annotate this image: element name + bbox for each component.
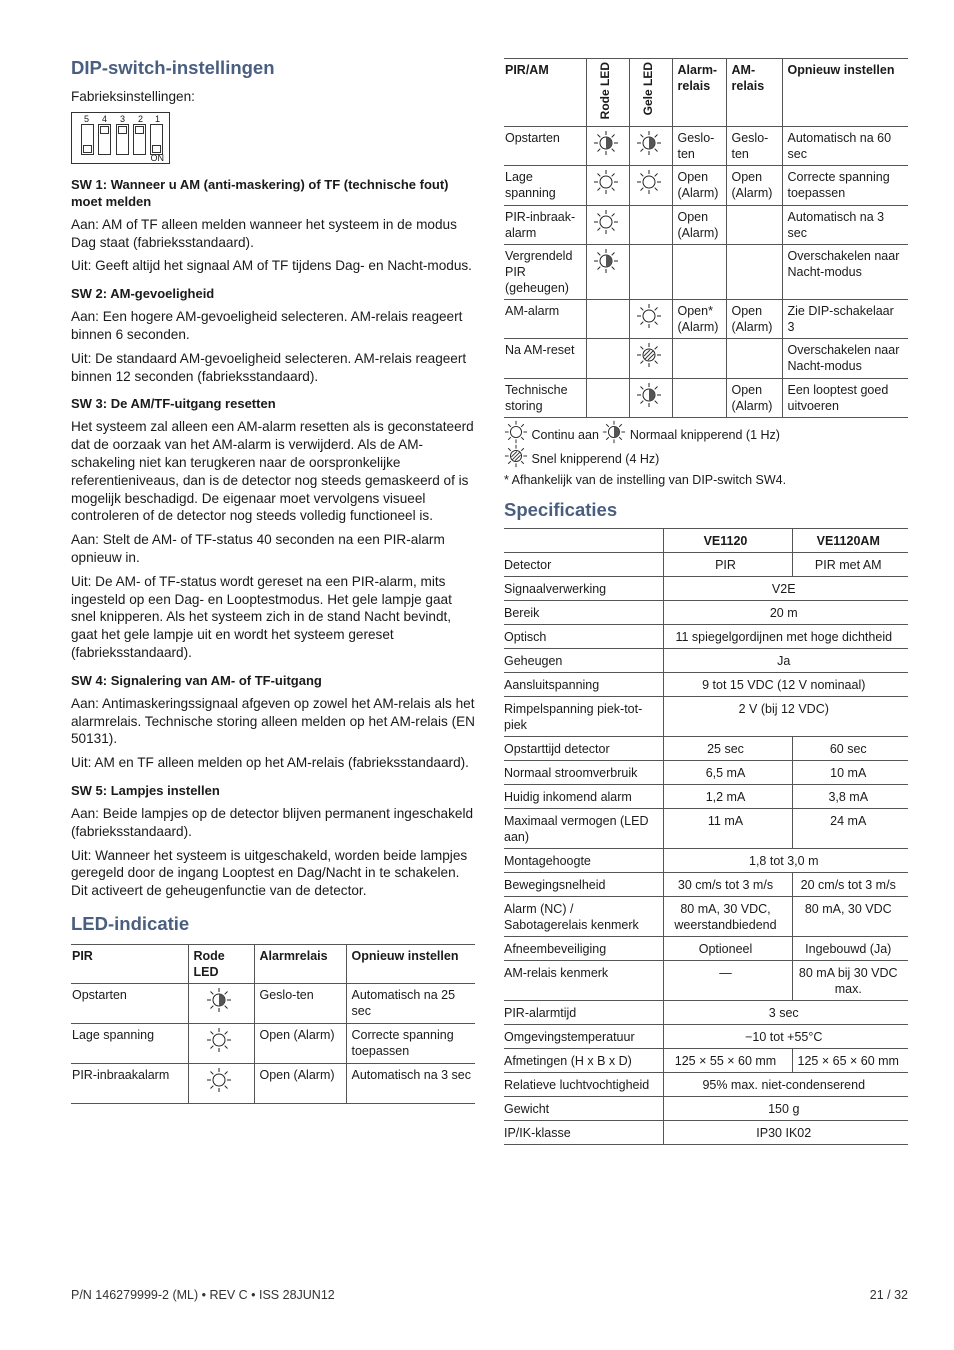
cell-alarm-relay: Open (Alarm) <box>672 206 726 245</box>
sw-paragraph: Uit: Geeft altijd het signaal AM of TF tijdens Dag- en Nacht-modus. <box>71 258 472 274</box>
cell-alarm-relay: Open (Alarm) <box>672 166 726 206</box>
led-legend <box>504 420 908 468</box>
cell-label: PIR-inbraak-alarm <box>505 210 576 241</box>
led-title: LED-indicatie <box>71 912 190 934</box>
col-ve1120: VE1120 <box>663 529 792 553</box>
dip-num: 2 <box>138 113 144 124</box>
spec-row <box>504 697 908 737</box>
cell-reset: Automatisch na 3 sec <box>782 206 908 245</box>
spec-value: Ja <box>663 649 908 673</box>
spec-value-ve1120: 1,2 mA <box>663 785 792 809</box>
cell-relay: Open (Alarm) <box>254 1023 346 1063</box>
sw-paragraph: Uit: De AM- of TF-status wordt gereset na een PIR-alarm, mits ingesteld op een Dag- en Looptestmodus. Het gele lampje gaat snel knipperen. Als het systeem zich in de stand Nacht bevindt, gaat het gele lampje uit en wordt het systeem gereset (fabrieksstandaard). <box>71 573 452 660</box>
spec-value: −10 tot +55°C <box>663 1025 908 1049</box>
col-ve1120am: VE1120AM <box>792 529 908 553</box>
cell-label: Vergrendeld PIR (geheugen) <box>505 249 573 296</box>
spec-row <box>504 577 908 601</box>
cell-label: AM-alarm <box>505 304 560 319</box>
cell-alarm-relay <box>672 379 726 418</box>
col-pir-am: PIR/AM <box>505 63 549 77</box>
spec-row <box>504 1073 908 1097</box>
col-alarm-relay: Alarm-relais <box>672 59 726 127</box>
spec-value-ve1120: — <box>663 961 792 1001</box>
dip-sections <box>71 176 475 900</box>
sw-paragraph: Uit: Wanneer het systeem is uitgeschakeld, worden beide lampjes geregeld door de ingang Looptest en Dag/Nacht in te schakelen. Dit activeert de geheugenfunctie van de detector. <box>71 847 468 899</box>
normal-blink-icon <box>593 130 619 156</box>
sw-paragraph: Uit: De standaard AM-gevoeligheid selecteren. AM-relais reageert binnen 12 seconden (fabrieksstandaard). <box>71 350 467 384</box>
legend-normal: Normaal knipperend (1 Hz) <box>629 428 780 443</box>
legend-continuous: Continu aan <box>531 428 599 443</box>
spec-value-ve1120am: 3,8 mA <box>792 785 908 809</box>
cell-reset: Overschakelen naar Nacht-modus <box>782 339 908 379</box>
spec-value: 11 spiegelgordijnen met hoge dichtheid <box>663 625 908 649</box>
continuous-icon <box>593 169 619 195</box>
spec-value-ve1120am: 10 mA <box>792 761 908 785</box>
spec-value-ve1120am: 80 mA bij 30 VDC max. <box>792 961 908 1001</box>
spec-row <box>504 873 908 897</box>
table-row <box>504 339 908 379</box>
cell-reset: Correcte spanning toepassen <box>346 1023 475 1063</box>
cell-relay: Open (Alarm) <box>254 1063 346 1103</box>
continuous-icon <box>206 1027 232 1053</box>
right-column <box>504 58 908 1145</box>
normal-blink-icon <box>602 420 626 444</box>
cell-label: Technische storing <box>505 383 568 414</box>
cell-pir: Lage spanning <box>72 1027 155 1042</box>
spec-row <box>504 761 908 785</box>
fast-blink-icon <box>504 444 528 468</box>
legend-fast: Snel knipperend (4 Hz) <box>531 452 660 467</box>
continuous-icon <box>636 303 662 329</box>
spec-label: Detector <box>504 558 552 573</box>
spec-label: Relatieve luchtvochtigheid <box>504 1078 650 1093</box>
spec-row <box>504 785 908 809</box>
normal-blink-icon <box>206 987 232 1013</box>
footnote: * Afhankelijk van de instelling van DIP-switch SW4. <box>504 473 787 488</box>
normal-blink-icon <box>636 130 662 156</box>
spec-value: 3 sec <box>663 1001 908 1025</box>
spec-value: 20 m <box>663 601 908 625</box>
spec-value: 95% max. niet-condenserend <box>663 1073 908 1097</box>
spec-value: IP30 IK02 <box>663 1121 908 1145</box>
col-am-relay: AM-relais <box>726 59 782 127</box>
footer-page-number: 21 / 32 <box>869 1288 908 1302</box>
spec-value: 9 tot 15 VDC (12 V nominaal) <box>663 673 908 697</box>
spec-row <box>504 1121 908 1145</box>
spec-row <box>504 849 908 873</box>
spec-row <box>504 1097 908 1121</box>
table-row <box>504 127 908 166</box>
spec-value-ve1120am: Ingebouwd (Ja) <box>792 937 908 961</box>
cell-am-relay <box>726 206 782 245</box>
spec-value-ve1120am: 60 sec <box>792 737 908 761</box>
sw-heading: SW 5: Lampjes instellen <box>71 782 220 798</box>
cell-am-relay: Open (Alarm) <box>726 300 782 339</box>
spec-value-ve1120am: PIR met AM <box>792 553 908 577</box>
spec-row <box>504 649 908 673</box>
spec-label: Geheugen <box>504 654 563 669</box>
spec-row <box>504 1025 908 1049</box>
cell-alarm-relay: Open* (Alarm) <box>672 300 726 339</box>
cell-label: Opstarten <box>505 131 560 146</box>
table-row <box>71 983 475 1023</box>
col-yellow-led: Gele LED <box>629 59 672 127</box>
cell-reset: Correcte spanning toepassen <box>782 166 908 206</box>
spec-label: Bereik <box>504 606 540 621</box>
cell-am-relay: Open (Alarm) <box>726 379 782 418</box>
table-row <box>504 300 908 339</box>
spec-value-ve1120: Optioneel <box>663 937 792 961</box>
spec-row <box>504 625 908 649</box>
dip-num: 3 <box>120 113 126 124</box>
table-row <box>504 379 908 418</box>
table-row <box>504 206 908 245</box>
sw-heading: SW 2: AM-gevoeligheid <box>71 286 215 302</box>
spec-row <box>504 553 908 577</box>
col-reset: Opnieuw instellen <box>782 59 908 127</box>
sw-paragraph: Het systeem zal alleen een AM-alarm resetten als is geconstateerd dat de oorzaak van het AM-alarm is verwijderd. Als de AM-schakeling niet kan terugkeren naar de oorspronkelijke referentieniveaus, dan is de detector nog steeds gemaskeerd of is mogelijk beschadigd. De eigenaar moet vervolgens visueel controleren of de detector nog steeds volledig functioneel is. <box>71 419 474 524</box>
spec-label: Bewegingsnelheid <box>504 878 606 893</box>
table-row <box>71 1023 475 1063</box>
spec-value-ve1120: PIR <box>663 553 792 577</box>
led-table-header <box>71 944 475 983</box>
sw-heading: SW 3: De AM/TF-uitgang resetten <box>71 396 276 412</box>
spec-row <box>504 673 908 697</box>
cell-am-relay <box>726 339 782 379</box>
spec-label: Normaal stroomverbruik <box>504 766 638 781</box>
dip-switch-3 <box>116 124 129 155</box>
specs-table <box>504 528 908 1145</box>
spec-label: Gewicht <box>504 1102 550 1117</box>
spec-value-ve1120: 6,5 mA <box>663 761 792 785</box>
spec-row <box>504 1049 908 1073</box>
dip-switch-5 <box>81 124 94 155</box>
cell-relay: Geslo-ten <box>254 983 346 1023</box>
spec-value-ve1120: 25 sec <box>663 737 792 761</box>
cell-alarm-relay <box>672 245 726 300</box>
cell-label: Na AM-reset <box>505 343 575 358</box>
spec-value-ve1120am: 24 mA <box>792 809 908 849</box>
table-row <box>504 245 908 300</box>
table-row <box>504 166 908 206</box>
dip-num: 1 <box>155 113 161 124</box>
spec-label: Afmetingen (H x B x D) <box>504 1054 632 1069</box>
spec-value: 1,8 tot 3,0 m <box>663 849 908 873</box>
spec-value: 2 V (bij 12 VDC) <box>663 697 908 737</box>
spec-value-ve1120: 30 cm/s tot 3 m/s <box>663 873 792 897</box>
led-table <box>71 944 475 1104</box>
continuous-icon <box>206 1067 232 1093</box>
spec-value-ve1120am: 80 mA, 30 VDC <box>792 897 908 937</box>
cell-label: Lage spanning <box>505 170 556 201</box>
left-column <box>71 56 475 1104</box>
continuous-icon <box>504 420 528 444</box>
spec-label: Opstarttijd detector <box>504 742 610 757</box>
sw-heading: SW 4: Signalering van AM- of TF-uitgang <box>71 672 322 688</box>
dip-on-label: ON <box>150 152 164 163</box>
spec-value: 150 g <box>663 1097 908 1121</box>
spec-label: Signaalverwerking <box>504 582 607 597</box>
normal-blink-icon <box>636 382 662 408</box>
spec-label: Optisch <box>504 630 547 645</box>
spec-label: Aansluitspanning <box>504 678 600 693</box>
dip-switch-2 <box>133 124 146 155</box>
dip-switch-4 <box>98 124 111 155</box>
sw-paragraph: Aan: AM of TF alleen melden wanneer het systeem in de modus Dag staat (fabrieksstandaard). <box>71 216 457 250</box>
sw-paragraph: Aan: Antimaskeringssignaal afgeven op zowel het AM-relais als het alarmrelais. Technische storing alleen melden op het AM-relais (EN 50131). <box>71 695 475 747</box>
factory-settings-label: Fabrieksinstellingen: <box>71 89 195 104</box>
spec-row <box>504 601 908 625</box>
specs-header <box>504 529 908 553</box>
spec-label: IP/IK-klasse <box>504 1126 571 1141</box>
dip-switch-1 <box>150 124 163 155</box>
cell-alarm-relay: Geslo-ten <box>672 127 726 166</box>
spec-value-ve1120: 125 × 55 × 60 mm <box>663 1049 792 1073</box>
spec-value-ve1120am: 125 × 65 × 60 mm <box>792 1049 908 1073</box>
spec-row <box>504 961 908 1001</box>
spec-value-ve1120am: 20 cm/s tot 3 m/s <box>792 873 908 897</box>
spec-value-ve1120: 11 mA <box>663 809 792 849</box>
col-red-led: Rode LED <box>586 59 629 127</box>
continuous-icon <box>593 209 619 235</box>
sw-heading: SW 1: Wanneer u AM (anti-maskering) of TF (technische fout) moet melden <box>71 176 449 209</box>
sw-paragraph: Uit: AM en TF alleen melden op het AM-relais (fabrieksstandaard). <box>71 755 469 771</box>
cell-reset: Een looptest goed uitvoeren <box>782 379 908 418</box>
dip-num: 4 <box>102 113 108 124</box>
footer-part-number: P/N 146279999-2 (ML) • REV C • ISS 28JUN12 <box>71 1288 335 1302</box>
spec-value: V2E <box>663 577 908 601</box>
spec-row <box>504 809 908 849</box>
sw-paragraph: Aan: Beide lampjes op de detector blijven permanent ingeschakeld (fabrieksstandaard). <box>71 805 474 839</box>
cell-reset: Zie DIP-schakelaar 3 <box>782 300 908 339</box>
spec-row <box>504 897 908 937</box>
cell-pir: PIR-inbraakalarm <box>72 1067 170 1082</box>
cell-am-relay: Geslo-ten <box>726 127 782 166</box>
cell-alarm-relay <box>672 339 726 379</box>
sw-paragraph: Aan: Stelt de AM- of TF-status 40 seconden na een PIR-alarm opnieuw in. <box>71 532 445 565</box>
spec-row <box>504 737 908 761</box>
spec-label: Rimpelspanning piek-tot-piek <box>504 702 643 733</box>
cell-pir: Opstarten <box>72 987 127 1002</box>
spec-label: Huidig inkomend alarm <box>504 790 632 805</box>
col-alarm-relay: Alarmrelais <box>254 944 346 983</box>
cell-am-relay: Open (Alarm) <box>726 166 782 206</box>
spec-label: Afneembeveiliging <box>504 942 607 957</box>
pir-am-table <box>504 58 908 418</box>
cell-reset: Automatisch na 60 sec <box>782 127 908 166</box>
spec-row <box>504 937 908 961</box>
spec-label: Maximaal vermogen (LED aan) <box>504 814 649 845</box>
col-red-led: Rode LED <box>188 944 254 983</box>
spec-value-ve1120: 80 mA, 30 VDC, weerstandbiedend <box>663 897 792 937</box>
col-reset: Opnieuw instellen <box>346 944 475 983</box>
spec-label: Omgevingstemperatuur <box>504 1030 635 1045</box>
normal-blink-icon <box>593 248 619 274</box>
dip-switch-diagram <box>71 112 170 164</box>
dip-num: 5 <box>84 113 90 124</box>
sw-paragraph: Aan: Een hogere AM-gevoeligheid selecteren. AM-relais reageert binnen 6 seconden. <box>71 309 463 342</box>
col-pir: PIR <box>72 948 93 963</box>
spec-label: Alarm (NC) / Sabotagerelais kenmerk <box>504 902 639 933</box>
col-blank <box>504 529 663 553</box>
spec-label: Montagehoogte <box>504 854 591 869</box>
specs-title: Specificaties <box>504 499 618 521</box>
spec-row <box>504 1001 908 1025</box>
pir-am-header <box>504 59 908 127</box>
continuous-icon <box>636 169 662 195</box>
cell-reset: Automatisch na 3 sec <box>346 1063 475 1103</box>
cell-am-relay <box>726 245 782 300</box>
spec-label: PIR-alarmtijd <box>504 1006 577 1021</box>
fast-blink-icon <box>636 342 662 368</box>
dip-title: DIP-switch-instellingen <box>71 57 275 78</box>
cell-reset: Automatisch na 25 sec <box>346 983 475 1023</box>
table-row <box>71 1063 475 1103</box>
cell-reset: Overschakelen naar Nacht-modus <box>782 245 908 300</box>
spec-label: AM-relais kenmerk <box>504 966 609 981</box>
